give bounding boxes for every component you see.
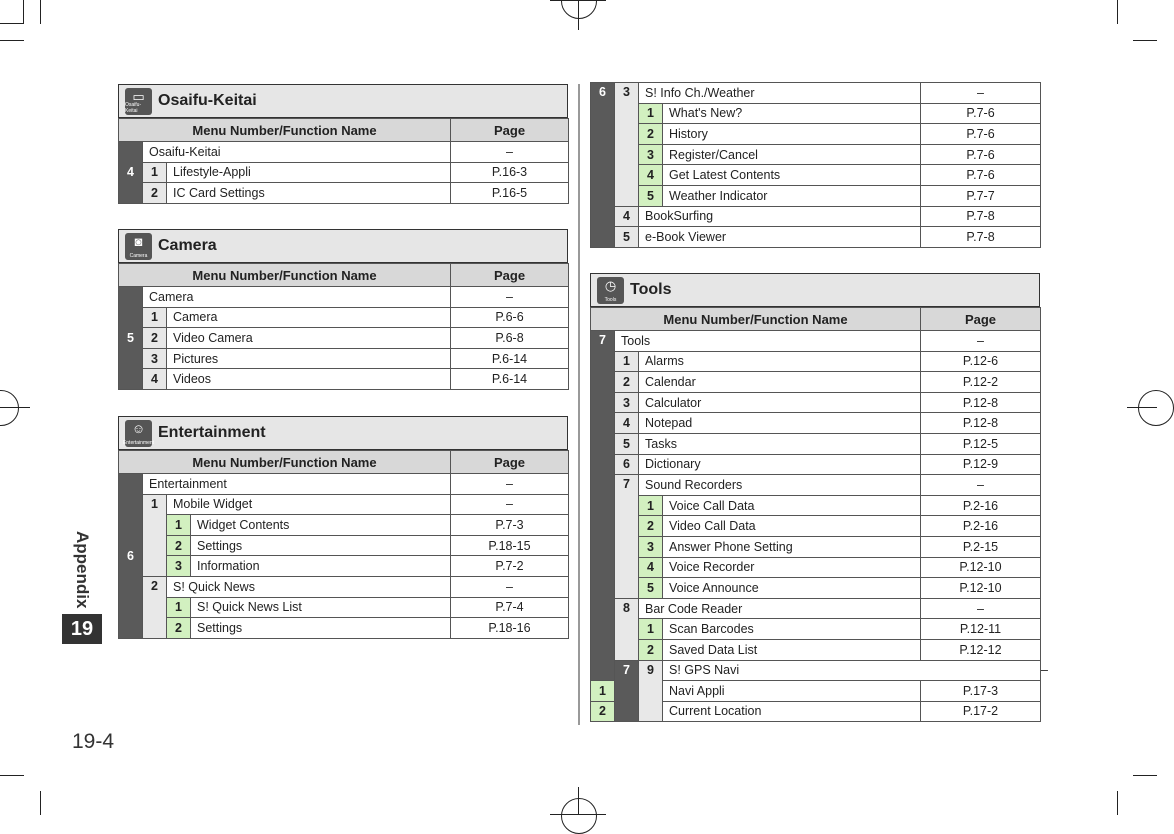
menu-table: [590, 82, 1041, 248]
page-ref-cell: P.2-16: [921, 516, 1041, 537]
crop-mark: [0, 23, 24, 24]
page-ref-cell: P.7-8: [921, 206, 1041, 227]
submenu-number-cell: 1: [143, 494, 167, 576]
crop-mark: [0, 775, 24, 776]
crop-mark: [1117, 0, 1118, 24]
submenu-number-cell: 2: [639, 124, 663, 145]
submenu-number-cell: 3: [615, 83, 639, 207]
submenu-number-cell: 1: [639, 619, 663, 640]
icon-caption: Tools: [604, 296, 617, 303]
table-row: [119, 576, 569, 597]
submenu-number-cell: 1: [639, 103, 663, 124]
function-name-cell: History: [663, 124, 921, 145]
page-ref-cell: –: [921, 598, 1041, 619]
page-ref-cell: P.7-7: [921, 185, 1041, 206]
entertainment-icon: ☺ Entertainment: [122, 420, 155, 446]
column-divider: [578, 84, 580, 725]
page-ref-cell: P.12-8: [921, 413, 1041, 434]
registration-line: [578, 0, 579, 30]
submenu-number-cell: 1: [591, 681, 615, 702]
page-ref-cell: P.12-6: [921, 351, 1041, 372]
table-header-cell: Menu Number/Function Name: [119, 264, 451, 287]
registration-mark-top: [561, 0, 597, 19]
submenu-number-cell: 4: [143, 369, 167, 390]
function-name-cell: Pictures: [167, 348, 451, 369]
submenu-number-cell: 1: [639, 495, 663, 516]
page-ref-cell: P.18-16: [451, 618, 569, 639]
function-name-cell: Register/Cancel: [663, 144, 921, 165]
table-row: [591, 185, 1041, 206]
registration-mark-right: [1138, 390, 1174, 426]
page-ref-cell: P.7-6: [921, 124, 1041, 145]
submenu-number-cell: 5: [639, 578, 663, 599]
section-title: Camera: [158, 237, 217, 254]
table-row: [119, 369, 569, 390]
function-name-cell: Calendar: [639, 372, 921, 393]
table-row: [591, 392, 1041, 413]
page-ref-cell: P.7-6: [921, 144, 1041, 165]
submenu-number-cell: 2: [615, 372, 639, 393]
function-name-cell: Bar Code Reader: [639, 598, 921, 619]
function-name-cell: S! GPS Navi: [663, 660, 1041, 681]
submenu-number-cell: 5: [615, 433, 639, 454]
menu-number-cell: 6: [591, 83, 615, 248]
column-header-name: Menu Number/Function Name: [119, 119, 451, 142]
page-ref-cell: P.7-4: [451, 597, 569, 618]
submenu-number-cell: 3: [143, 348, 167, 369]
column-header-page: Page: [451, 119, 569, 142]
section-header: [590, 273, 1040, 307]
submenu-number-cell: 7: [615, 475, 639, 599]
section-entertainment-continued: [590, 82, 1040, 248]
menu-number-cell: 7: [591, 331, 615, 681]
submenu-number-cell: 2: [143, 328, 167, 349]
submenu-number-cell: 2: [591, 701, 615, 722]
function-name-cell: Voice Call Data: [663, 495, 921, 516]
table-row: [591, 516, 1041, 537]
page-ref-cell: P.6-8: [451, 328, 569, 349]
wallet-icon: ▭ Osaifu-Keitai: [125, 88, 152, 115]
submenu-number-cell: 4: [615, 206, 639, 227]
section-header: [118, 416, 568, 450]
crop-mark: [1133, 775, 1157, 776]
function-name-cell: Information: [191, 556, 451, 577]
submenu-number-cell: 5: [639, 185, 663, 206]
table-row: [119, 618, 569, 639]
registration-line: [0, 407, 30, 408]
table-header-cell: Menu Number/Function Name: [591, 308, 921, 331]
icon-caption: Entertainment: [122, 439, 155, 446]
function-name-cell: BookSurfing: [639, 206, 921, 227]
page-number: 19-4: [72, 730, 115, 753]
crop-mark: [0, 40, 24, 41]
function-name-cell: Dictionary: [639, 454, 921, 475]
table-row: [591, 495, 1041, 516]
function-name-cell: Mobile Widget: [167, 494, 451, 515]
table-row: [591, 557, 1041, 578]
table-row: [591, 598, 1041, 619]
table-row: [591, 103, 1041, 124]
submenu-number-cell: 1: [167, 515, 191, 536]
chapter-tab: [62, 530, 102, 644]
clock-icon: ◷ Tools: [597, 277, 624, 304]
submenu-number-cell: 4: [639, 165, 663, 186]
function-name-cell: Current Location: [663, 701, 921, 722]
page-ref-cell: P.7-2: [451, 556, 569, 577]
page-ref-cell: P.2-15: [921, 536, 1041, 557]
table-row: [591, 536, 1041, 557]
table-row: [591, 227, 1041, 248]
section-title: Osaifu-Keitai: [158, 92, 257, 109]
function-name-cell: Entertainment: [143, 474, 451, 495]
menu-number-cell: 6: [119, 474, 143, 639]
icon-caption: Osaifu-Keitai: [125, 101, 142, 114]
function-name-cell: Settings: [191, 535, 451, 556]
page-ref-cell: P.12-11: [921, 619, 1041, 640]
submenu-number-cell: 1: [143, 162, 167, 183]
menu-table: [118, 118, 569, 204]
menu-table: [118, 263, 569, 390]
submenu-number-cell: 5: [615, 227, 639, 248]
page-ref-cell: –: [921, 331, 1041, 352]
function-name-cell: Osaifu-Keitai: [143, 142, 451, 163]
section-header: [118, 229, 568, 263]
section-osaifu-keitai: [118, 84, 568, 204]
table-row: [119, 535, 569, 556]
submenu-number-cell: 8: [615, 598, 639, 660]
table-row: [591, 619, 1041, 640]
chapter-tab-label: Appendix: [73, 531, 92, 609]
function-name-cell: Widget Contents: [191, 515, 451, 536]
page-ref-cell: P.12-12: [921, 639, 1041, 660]
function-name-cell: Settings: [191, 618, 451, 639]
submenu-number-cell: 2: [167, 618, 191, 639]
submenu-number-cell: 3: [615, 392, 639, 413]
table-header-cell: Page: [921, 308, 1041, 331]
registration-line: [1127, 407, 1157, 408]
function-name-cell: Saved Data List: [663, 639, 921, 660]
table-row: [591, 454, 1041, 475]
table-row: [591, 331, 1041, 352]
page-ref-cell: –: [451, 287, 569, 308]
crop-mark: [1133, 40, 1157, 41]
page-ref-cell: P.6-6: [451, 307, 569, 328]
submenu-number-cell: 4: [639, 557, 663, 578]
table-row: [591, 433, 1041, 454]
page-ref-cell: –: [451, 494, 569, 515]
function-name-cell: Tasks: [639, 433, 921, 454]
menu-table: [590, 307, 1048, 722]
crop-mark: [23, 0, 24, 24]
function-name-cell: Tools: [615, 331, 921, 352]
submenu-number-cell: 6: [615, 454, 639, 475]
table-row: [119, 183, 569, 204]
menu-number-cell: 7: [615, 660, 639, 722]
table-row: [591, 206, 1041, 227]
page-ref-cell: P.12-5: [921, 433, 1041, 454]
function-name-cell: Videos: [167, 369, 451, 390]
function-name-cell: Camera: [143, 287, 451, 308]
page-ref-cell: P.12-2: [921, 372, 1041, 393]
menu-table: [118, 450, 569, 639]
function-name-cell: Navi Appli: [663, 681, 921, 702]
table-row: [591, 413, 1041, 434]
submenu-number-cell: 2: [143, 576, 167, 638]
function-name-cell: Voice Recorder: [663, 557, 921, 578]
table-row: [119, 142, 569, 163]
function-name-cell: S! Quick News List: [191, 597, 451, 618]
registration-line: [578, 787, 579, 815]
page-ref-cell: P.12-10: [921, 557, 1041, 578]
submenu-number-cell: 1: [615, 351, 639, 372]
menu-number-cell: 4: [119, 142, 143, 204]
table-row: [591, 144, 1041, 165]
table-row: [119, 474, 569, 495]
crop-mark: [40, 791, 41, 815]
table-header-cell: Menu Number/Function Name: [119, 451, 451, 474]
camera-icon: ◙ Camera: [125, 233, 152, 260]
function-name-cell: Video Call Data: [663, 516, 921, 537]
page-ref-cell: P.16-3: [451, 162, 569, 183]
function-name-cell: IC Card Settings: [167, 183, 451, 204]
submenu-number-cell: 1: [143, 307, 167, 328]
table-row: [591, 372, 1041, 393]
crop-mark: [1117, 791, 1118, 815]
submenu-number-cell: 2: [639, 639, 663, 660]
table-row: [119, 348, 569, 369]
section-tools: [590, 273, 1048, 722]
chapter-number: 19: [62, 614, 102, 644]
function-name-cell: S! Quick News: [167, 576, 451, 597]
table-row: [591, 578, 1041, 599]
section-title: Entertainment: [158, 424, 266, 441]
table-header-cell: Page: [451, 451, 569, 474]
icon-caption: Camera: [129, 252, 148, 259]
section-header: [118, 84, 568, 118]
page-ref-cell: –: [921, 475, 1041, 496]
registration-mark-bottom: [561, 798, 597, 834]
function-name-cell: Voice Announce: [663, 578, 921, 599]
menu-number-cell: 5: [119, 287, 143, 390]
function-name-cell: Sound Recorders: [639, 475, 921, 496]
table-row: [119, 494, 569, 515]
table-row: [591, 165, 1041, 186]
page-ref-cell: P.7-6: [921, 103, 1041, 124]
section-title: Tools: [630, 281, 672, 298]
page-ref-cell: P.7-6: [921, 165, 1041, 186]
table-row: [119, 162, 569, 183]
submenu-number-cell: 3: [167, 556, 191, 577]
table-row: [591, 124, 1041, 145]
function-name-cell: Scan Barcodes: [663, 619, 921, 640]
page-ref-cell: P.17-2: [921, 701, 1041, 722]
section-entertainment: [118, 416, 568, 639]
function-name-cell: e-Book Viewer: [639, 227, 921, 248]
function-name-cell: Lifestyle-Appli: [167, 162, 451, 183]
page-ref-cell: P.6-14: [451, 369, 569, 390]
function-name-cell: Video Camera: [167, 328, 451, 349]
function-name-cell: S! Info Ch./Weather: [639, 83, 921, 104]
page-ref-cell: –: [451, 576, 569, 597]
function-name-cell: Answer Phone Setting: [663, 536, 921, 557]
table-header-cell: Page: [451, 264, 569, 287]
function-name-cell: Alarms: [639, 351, 921, 372]
table-row: [591, 639, 1041, 660]
page-ref-cell: P.16-5: [451, 183, 569, 204]
page-ref-cell: –: [451, 142, 569, 163]
submenu-number-cell: 2: [167, 535, 191, 556]
section-camera: [118, 229, 568, 390]
submenu-number-cell: 2: [143, 183, 167, 204]
function-name-cell: Notepad: [639, 413, 921, 434]
submenu-number-cell: 3: [639, 144, 663, 165]
submenu-number-cell: 2: [639, 516, 663, 537]
table-row: [119, 328, 569, 349]
table-row: 7 9 S! GPS Navi –: [591, 660, 1041, 681]
registration-mark-left: [0, 390, 19, 426]
crop-mark: [40, 0, 41, 24]
page-ref-cell: –: [451, 474, 569, 495]
table-row: [591, 83, 1041, 104]
page-ref-cell: P.7-3: [451, 515, 569, 536]
table-row: [591, 475, 1041, 496]
page-ref-cell: P.2-16: [921, 495, 1041, 516]
page-ref-cell: P.7-8: [921, 227, 1041, 248]
table-row: [119, 597, 569, 618]
function-name-cell: Get Latest Contents: [663, 165, 921, 186]
submenu-number-cell: 4: [615, 413, 639, 434]
submenu-number-cell: 9: [639, 660, 663, 722]
submenu-number-cell: 3: [639, 536, 663, 557]
function-name-cell: Weather Indicator: [663, 185, 921, 206]
page-ref-cell: P.12-9: [921, 454, 1041, 475]
table-row: [119, 515, 569, 536]
table-row: [119, 556, 569, 577]
page-ref-cell: P.6-14: [451, 348, 569, 369]
page-ref-cell: P.17-3: [921, 681, 1041, 702]
page-ref-cell: P.18-15: [451, 535, 569, 556]
table-row: [591, 351, 1041, 372]
page-ref-cell: P.12-10: [921, 578, 1041, 599]
function-name-cell: Calculator: [639, 392, 921, 413]
table-row: [119, 307, 569, 328]
submenu-number-cell: 1: [167, 597, 191, 618]
function-name-cell: What's New?: [663, 103, 921, 124]
table-row: [119, 287, 569, 308]
page-ref-cell: –: [921, 83, 1041, 104]
page-ref-cell: P.12-8: [921, 392, 1041, 413]
function-name-cell: Camera: [167, 307, 451, 328]
